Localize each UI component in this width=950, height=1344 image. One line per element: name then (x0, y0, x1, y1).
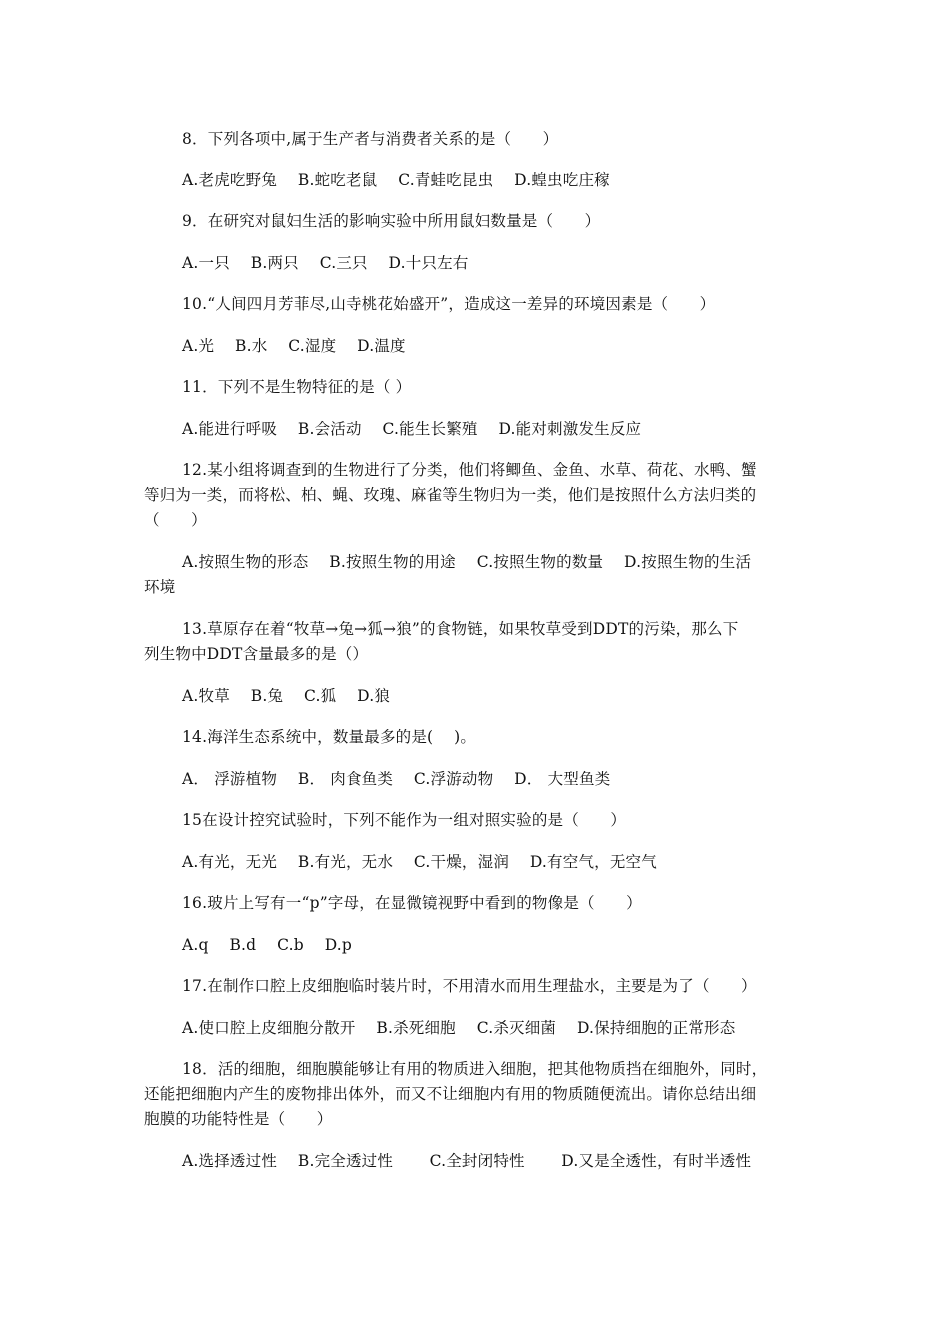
question-11-options: A.能进行呼吸 B.会活动 C.能生长繁殖 D.能对刺激发生反应 (182, 420, 642, 438)
question-8-stem: 8．下列各项中,属于生产者与消费者关系的是（ ） (182, 130, 559, 148)
question-11-stem: 11．下列不是生物特征的是（ ） (182, 378, 412, 396)
question-9-stem: 9．在研究对鼠妇生活的影响实验中所用鼠妇数量是（ ） (182, 212, 601, 230)
question-17-options: A.使口腔上皮细胞分散开 B.杀死细胞 C.杀灭细菌 D.保持细胞的正常形态 (182, 1019, 736, 1037)
question-10-options: A.光 B.水 C.湿度 D.温度 (182, 337, 406, 355)
question-12-options-line-2: 环境 (144, 578, 176, 596)
question-14-options: A． 浮游植物 B． 肉食鱼类 C.浮游动物 D． 大型鱼类 (182, 770, 611, 788)
question-10-stem: 10.“人间四月芳菲尽,山寺桃花始盛开”，造成这一差异的环境因素是（ ） (182, 295, 716, 313)
question-12-stem-line-3: （ ） (144, 511, 207, 529)
question-13-stem-line-2: 列生物中DDT含量最多的是（） (144, 645, 369, 663)
question-12-stem-line-1: 12.某小组将调查到的生物进行了分类，他们将鲫鱼、金鱼、水草、荷花、水鸭、蟹 (182, 461, 757, 479)
question-12-options-line-1: A.按照生物的形态 B.按照生物的用途 C.按照生物的数量 D.按照生物的生活 (182, 553, 752, 571)
question-18-stem-line-2: 还能把细胞内产生的废物排出体外，而又不让细胞内有用的物质随便流出。请你总结出细 (144, 1085, 757, 1103)
question-14-stem: 14.海洋生态系统中，数量最多的是( )。 (182, 728, 477, 746)
question-16-options: A.q B.d C.b D.p (182, 936, 353, 954)
question-9-options: A.一只 B.两只 C.三只 D.十只左右 (182, 254, 469, 272)
question-13-options: A.牧草 B.兔 C.狐 D.狼 (182, 687, 391, 705)
question-17-stem: 17.在制作口腔上皮细胞临时装片时，不用清水而用生理盐水，主要是为了（ ） (182, 977, 757, 995)
question-18-stem-line-3: 胞膜的功能特性是（ ） (144, 1110, 333, 1128)
question-18-options: A.选择透过性 B.完全透过性 C.全封闭特性 D.又是全透性，有时半透性 (182, 1152, 752, 1170)
question-8-options: A.老虎吃野兔 B.蛇吃老鼠 C.青蛙吃昆虫 D.蝗虫吃庄稼 (182, 171, 610, 189)
question-13-stem-line-1: 13.草原存在着“牧草→兔→狐→狼”的食物链，如果牧草受到DDT的污染，那么下 (182, 620, 739, 638)
question-12-stem-line-2: 等归为一类，而将松、柏、蝇、玫瑰、麻雀等生物归为一类，他们是按照什么方法归类的 (144, 486, 757, 504)
question-15-stem: 15在设计控究试验时，下列不能作为一组对照实验的是（ ） (182, 811, 627, 829)
question-16-stem: 16.玻片上写有一“p”字母，在显微镜视野中看到的物像是（ ） (182, 894, 642, 912)
question-18-stem-line-1: 18．活的细胞，细胞膜能够让有用的物质进入细胞，把其他物质挡在细胞外，同时， (182, 1060, 768, 1078)
question-15-options: A.有光，无光 B.有光，无水 C.干燥，湿润 D.有空气，无空气 (182, 853, 657, 871)
